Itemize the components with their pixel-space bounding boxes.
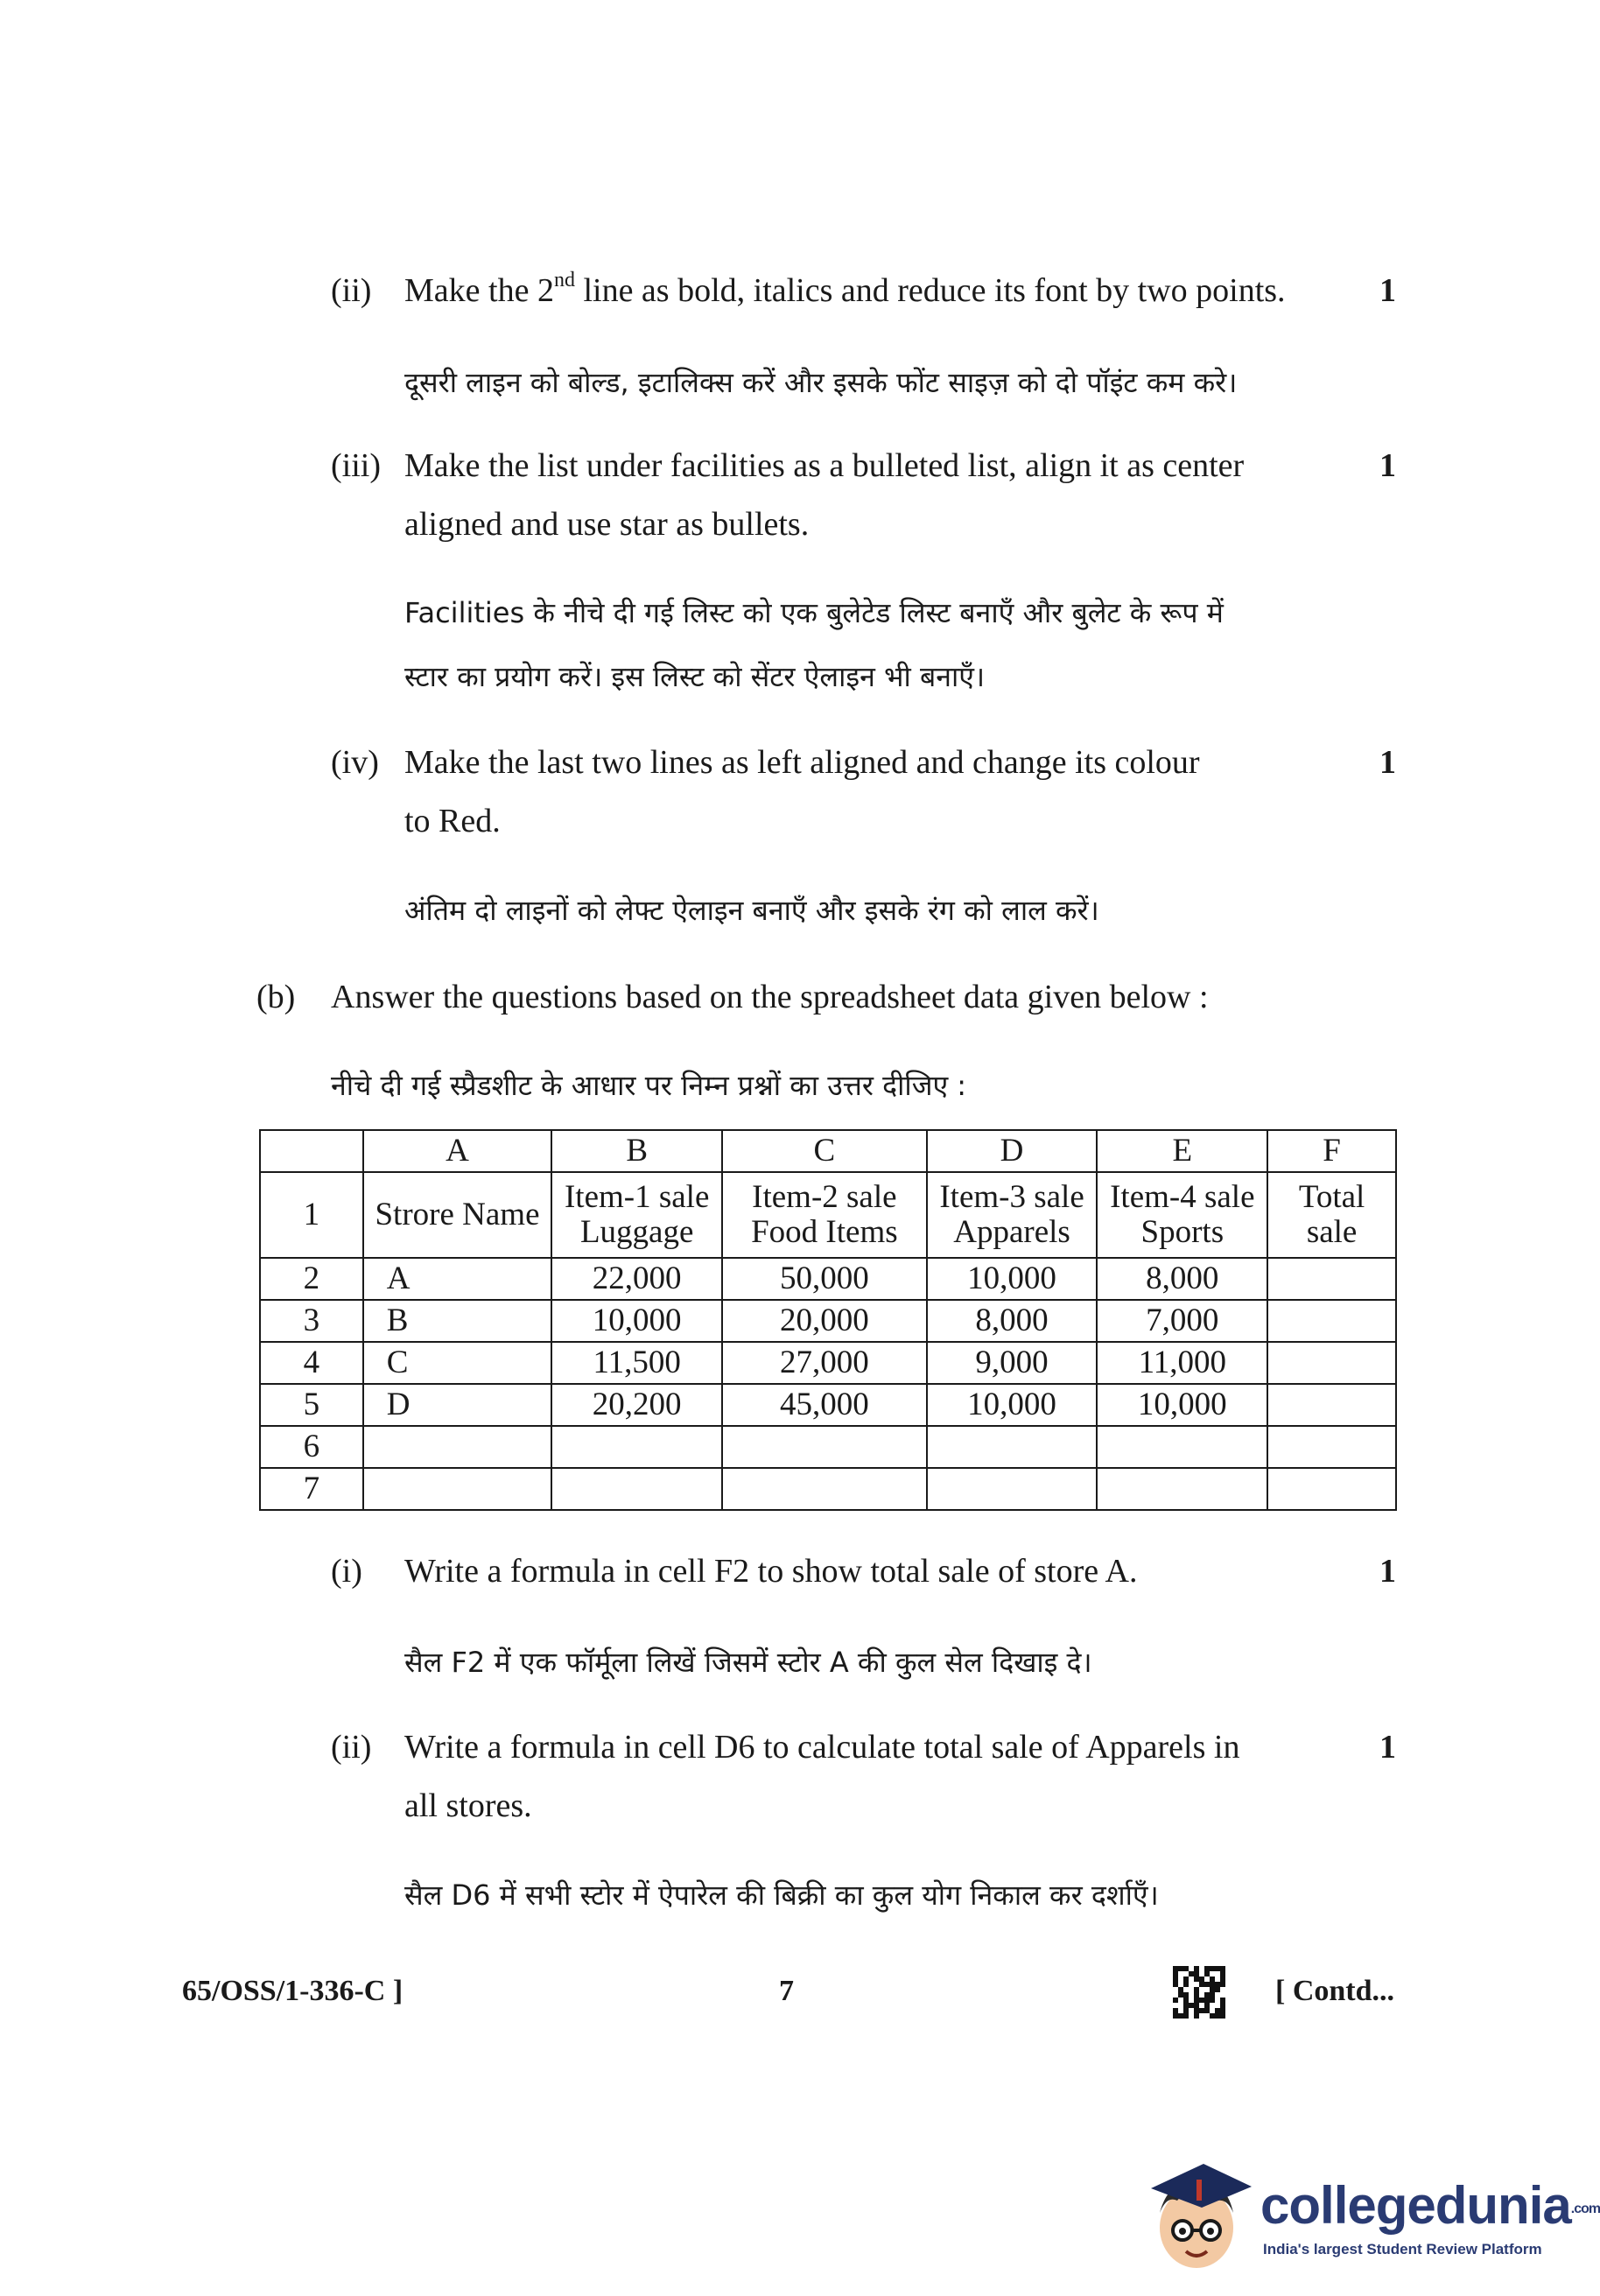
q-b-ii-number: (ii) — [331, 1729, 372, 1766]
q-a-iii-hindi-line2: स्टार का प्रयोग करें। इस लिस्ट को सेंटर ऐलाइन भी बनाएँ। — [404, 660, 986, 693]
store-cell — [363, 1468, 552, 1510]
q-b-i-marks: 1 — [1379, 1553, 1396, 1590]
q-b-ii-hindi: सैल D6 में सभी स्टोर में ऐपारेल की बिक्री का कुल योग निकाल कर दर्शाएँ। — [404, 1878, 1159, 1912]
header-row — [260, 1172, 1396, 1258]
q-b-i-text: Write a formula in cell F2 to show total sale of store A. — [404, 1553, 1138, 1590]
row-number: 1 — [260, 1172, 363, 1258]
row-number: 5 — [260, 1384, 363, 1426]
total-cell — [1267, 1300, 1396, 1342]
header-cell: Item-4 sale Sports — [1097, 1172, 1267, 1258]
logo-wordmark: collegedunia.com — [1260, 2176, 1600, 2235]
value-cell: 8,000 — [1097, 1258, 1267, 1300]
row-number: 3 — [260, 1300, 363, 1342]
page-number: 7 — [779, 1975, 794, 2007]
store-cell: A — [363, 1258, 552, 1300]
value-cell — [1097, 1468, 1267, 1510]
q-a-ii-hindi: दूसरी लाइन को बोल्ड, इटालिक्स करें और इसके फोंट साइज़ को दो पॉइंट कम करे। — [404, 366, 1238, 399]
column-letter: A — [363, 1130, 552, 1172]
value-cell — [927, 1426, 1098, 1468]
value-cell: 20,200 — [551, 1384, 722, 1426]
value-cell — [551, 1426, 722, 1468]
header-cell: Item-2 sale Food Items — [722, 1172, 927, 1258]
column-letter: F — [1267, 1130, 1396, 1172]
value-cell: 27,000 — [722, 1342, 927, 1384]
value-cell: 45,000 — [722, 1384, 927, 1426]
header-cell: Item-1 sale Luggage — [551, 1172, 722, 1258]
column-letter: B — [551, 1130, 722, 1172]
q-b-ii-text-line2: all stores. — [404, 1787, 532, 1824]
q-b-i-hindi: सैल F2 में एक फॉर्मूला लिखें जिसमें स्टोर A की कुल सेल दिखाइ दे। — [404, 1646, 1092, 1679]
value-cell — [1097, 1426, 1267, 1468]
value-cell: 10,000 — [1097, 1384, 1267, 1426]
row-number: 2 — [260, 1258, 363, 1300]
row-number: 6 — [260, 1426, 363, 1468]
value-cell — [927, 1468, 1098, 1510]
q-a-iii-hindi-line1: Facilities के नीचे दी गई लिस्ट को एक बुलेटेड लिस्ट बनाएँ और बुलेट के रूप में — [404, 596, 1224, 629]
column-letter: D — [927, 1130, 1098, 1172]
table-row — [260, 1300, 1396, 1342]
qr-code-icon — [1173, 1966, 1225, 2019]
q-a-iv-hindi: अंतिम दो लाइनों को लेफ्ट ऐलाइन बनाएँ और इसके रंग को लाल करें। — [404, 894, 1099, 927]
value-cell — [722, 1468, 927, 1510]
logo-tagline: India's largest Student Review Platform — [1263, 2241, 1542, 2257]
q-a-ii-number: (ii) — [331, 272, 372, 309]
q-a-iii-number: (iii) — [331, 447, 381, 484]
part-b-label: (b) — [256, 979, 296, 1015]
q-b-ii-marks: 1 — [1379, 1729, 1396, 1766]
total-cell — [1267, 1384, 1396, 1426]
total-cell — [1267, 1258, 1396, 1300]
corner-cell — [260, 1130, 363, 1172]
q-a-iv-text-line2: to Red. — [404, 803, 501, 839]
value-cell — [551, 1468, 722, 1510]
mascot-logo-icon — [1142, 2145, 1256, 2276]
q-b-ii-text-line1: Write a formula in cell D6 to calculate total sale of Apparels in — [404, 1729, 1240, 1766]
value-cell: 10,000 — [551, 1300, 722, 1342]
value-cell — [722, 1426, 927, 1468]
column-letter: C — [722, 1130, 927, 1172]
row-number: 7 — [260, 1468, 363, 1510]
q-a-ii-marks: 1 — [1379, 272, 1396, 309]
part-b-question: Answer the questions based on the spreadsheet data given below : — [331, 979, 1209, 1015]
column-letter: E — [1097, 1130, 1267, 1172]
value-cell: 8,000 — [927, 1300, 1098, 1342]
paper-code: 65/OSS/1-336-C ] — [182, 1975, 404, 2007]
value-cell: 10,000 — [927, 1258, 1098, 1300]
table-row — [260, 1468, 1396, 1510]
value-cell: 20,000 — [722, 1300, 927, 1342]
continued-label: [ Contd... — [1275, 1975, 1395, 2007]
header-cell: Total sale — [1267, 1172, 1396, 1258]
spreadsheet-table — [259, 1129, 1397, 1511]
value-cell: 10,000 — [927, 1384, 1098, 1426]
total-cell — [1267, 1342, 1396, 1384]
store-cell: D — [363, 1384, 552, 1426]
q-a-iii-text-line2: aligned and use star as bullets. — [404, 506, 810, 543]
value-cell: 7,000 — [1097, 1300, 1267, 1342]
q-a-iii-text-line1: Make the list under facilities as a bulleted list, align it as center — [404, 447, 1245, 484]
value-cell: 50,000 — [722, 1258, 927, 1300]
q-b-i-number: (i) — [331, 1553, 362, 1590]
total-cell — [1267, 1468, 1396, 1510]
store-cell: B — [363, 1300, 552, 1342]
value-cell: 11,500 — [551, 1342, 722, 1384]
store-cell: C — [363, 1342, 552, 1384]
value-cell: 11,000 — [1097, 1342, 1267, 1384]
q-a-iv-text-line1: Make the last two lines as left aligned and change its colour — [404, 744, 1200, 781]
store-cell — [363, 1426, 552, 1468]
table-row — [260, 1426, 1396, 1468]
q-a-iv-number: (iv) — [331, 744, 379, 781]
q-a-ii-text: Make the 2nd line as bold, italics and reduce its font by two points. — [404, 269, 1286, 309]
table-row — [260, 1258, 1396, 1300]
part-b-question-hindi: नीचे दी गई स्प्रैडशीट के आधार पर निम्न प्रश्नों का उत्तर दीजिए : — [331, 1069, 967, 1102]
column-letter-row — [260, 1130, 1396, 1172]
table-row — [260, 1342, 1396, 1384]
total-cell — [1267, 1426, 1396, 1468]
value-cell: 22,000 — [551, 1258, 722, 1300]
q-a-iv-marks: 1 — [1379, 744, 1396, 781]
row-number: 4 — [260, 1342, 363, 1384]
table-row — [260, 1384, 1396, 1426]
header-cell: Strore Name — [363, 1172, 552, 1258]
header-cell: Item-3 sale Apparels — [927, 1172, 1098, 1258]
q-a-iii-marks: 1 — [1379, 447, 1396, 484]
value-cell: 9,000 — [927, 1342, 1098, 1384]
